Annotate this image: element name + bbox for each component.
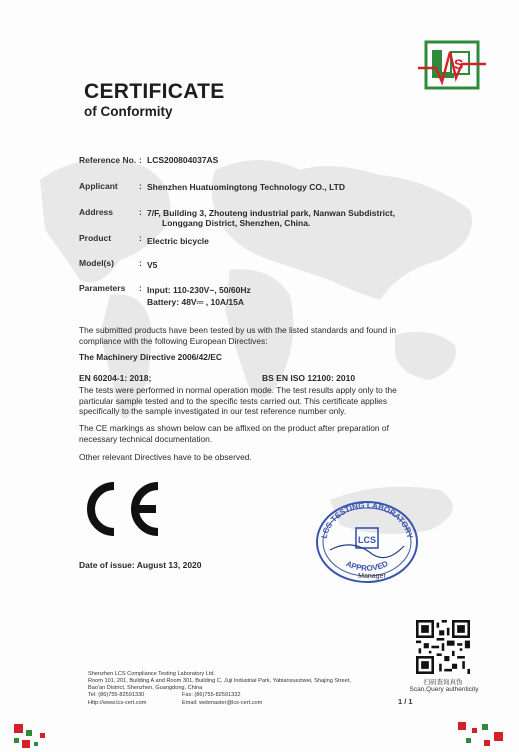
directive: The Machinery Directive 2006/42/EC (79, 352, 222, 362)
colon: : (139, 155, 142, 165)
parameters-label: Parameters (79, 283, 126, 293)
svg-text:S: S (454, 56, 464, 72)
other-directives-text: Other relevant Directives have to be observed. (79, 452, 252, 462)
page-number: 1 / 1 (398, 697, 413, 706)
model-value: V5 (147, 260, 158, 270)
world-map-watermark (0, 120, 519, 640)
footer-tel: Tel: (86)755-82591330 (88, 692, 145, 698)
intro-text: The submitted products have been tested by us with the listed standards and found in compliance with the following European Directives: (79, 325, 397, 346)
ce-marking-text: The CE markings as shown below can be affixed on the product after preparation of necessary technical documentation. (79, 423, 389, 444)
applicant-value: Shenzhen Huatuomingtong Technology CO., LTD (147, 182, 346, 192)
certificate-title: CERTIFICATE (84, 80, 225, 103)
footer-company: Shenzhen LCS Compliance Testing Laboratory Ltd. (88, 671, 216, 677)
product-value: Electric bicycle (147, 236, 209, 246)
approval-stamp (312, 494, 422, 584)
footer-address-1: Room 101, 201, Building A and Room 301, Building C, Juji Industrial Park, Yabianxueziwei, Shajing Street, (88, 678, 351, 684)
address-label: Address (79, 207, 114, 217)
colon: : (139, 283, 142, 293)
tests-text: The tests were performed in normal operation mode. The test results apply only to the particular sample tested and to the specific tests carried out. This certificate applies specifically to the sample investigated in our test reference number only. (79, 385, 397, 416)
applicant-label: Applicant (79, 181, 118, 191)
footer-email[interactable]: Email: webmaster@lcs-cert.com (182, 700, 263, 706)
address-value-line2: Longgang District, Shenzhen, China. (162, 218, 311, 228)
parameters-battery: Battery: 48V⎓ , 10A/15A (147, 297, 245, 307)
standard-en60204: EN 60204-1: 2018; (79, 373, 152, 383)
lcs-logo (418, 38, 486, 94)
issue-date: Date of issue: August 13, 2020 (79, 560, 202, 570)
parameters-input: Input: 110-230V~, 50/60Hz (147, 285, 251, 295)
footer-address-2: Bao'an District, Shenzhen, Guangdong, China (88, 685, 203, 691)
address-value-line1: 7/F, Building 3, Zhouteng industrial park, Nanwan Subdistrict, (147, 208, 395, 218)
colon: : (139, 233, 142, 243)
footer-website[interactable]: Http://www.lcs-cert.com (88, 700, 147, 706)
reference-value: LCS200804037AS (147, 155, 219, 165)
standard-iso12100: BS EN ISO 12100: 2010 (262, 373, 356, 383)
colon: : (139, 181, 142, 191)
reference-label: Reference No. (79, 155, 137, 165)
manager-label: Manager (358, 573, 386, 580)
stamp-top-text: LCS TESTING LABORATORY (319, 500, 415, 540)
stamp-bottom-text: APPROVED (344, 559, 390, 573)
colon: : (139, 258, 142, 268)
stamp-logo-text: LCS (358, 535, 376, 545)
certificate-subtitle: of Conformity (84, 104, 173, 119)
colon: : (139, 207, 142, 217)
model-label: Model(s) (79, 258, 114, 268)
footer-fax: Fax: (86)755-82591332 (182, 692, 241, 698)
svg-text:APPROVED (345, 559, 390, 573)
qr-code[interactable] (416, 620, 470, 674)
qr-caption-cn: 扫码查询真伪 (423, 679, 463, 686)
ce-mark-logo (80, 480, 162, 538)
qr-caption-en: Scan,Query authenticity (409, 686, 479, 693)
product-label: Product (79, 233, 112, 243)
